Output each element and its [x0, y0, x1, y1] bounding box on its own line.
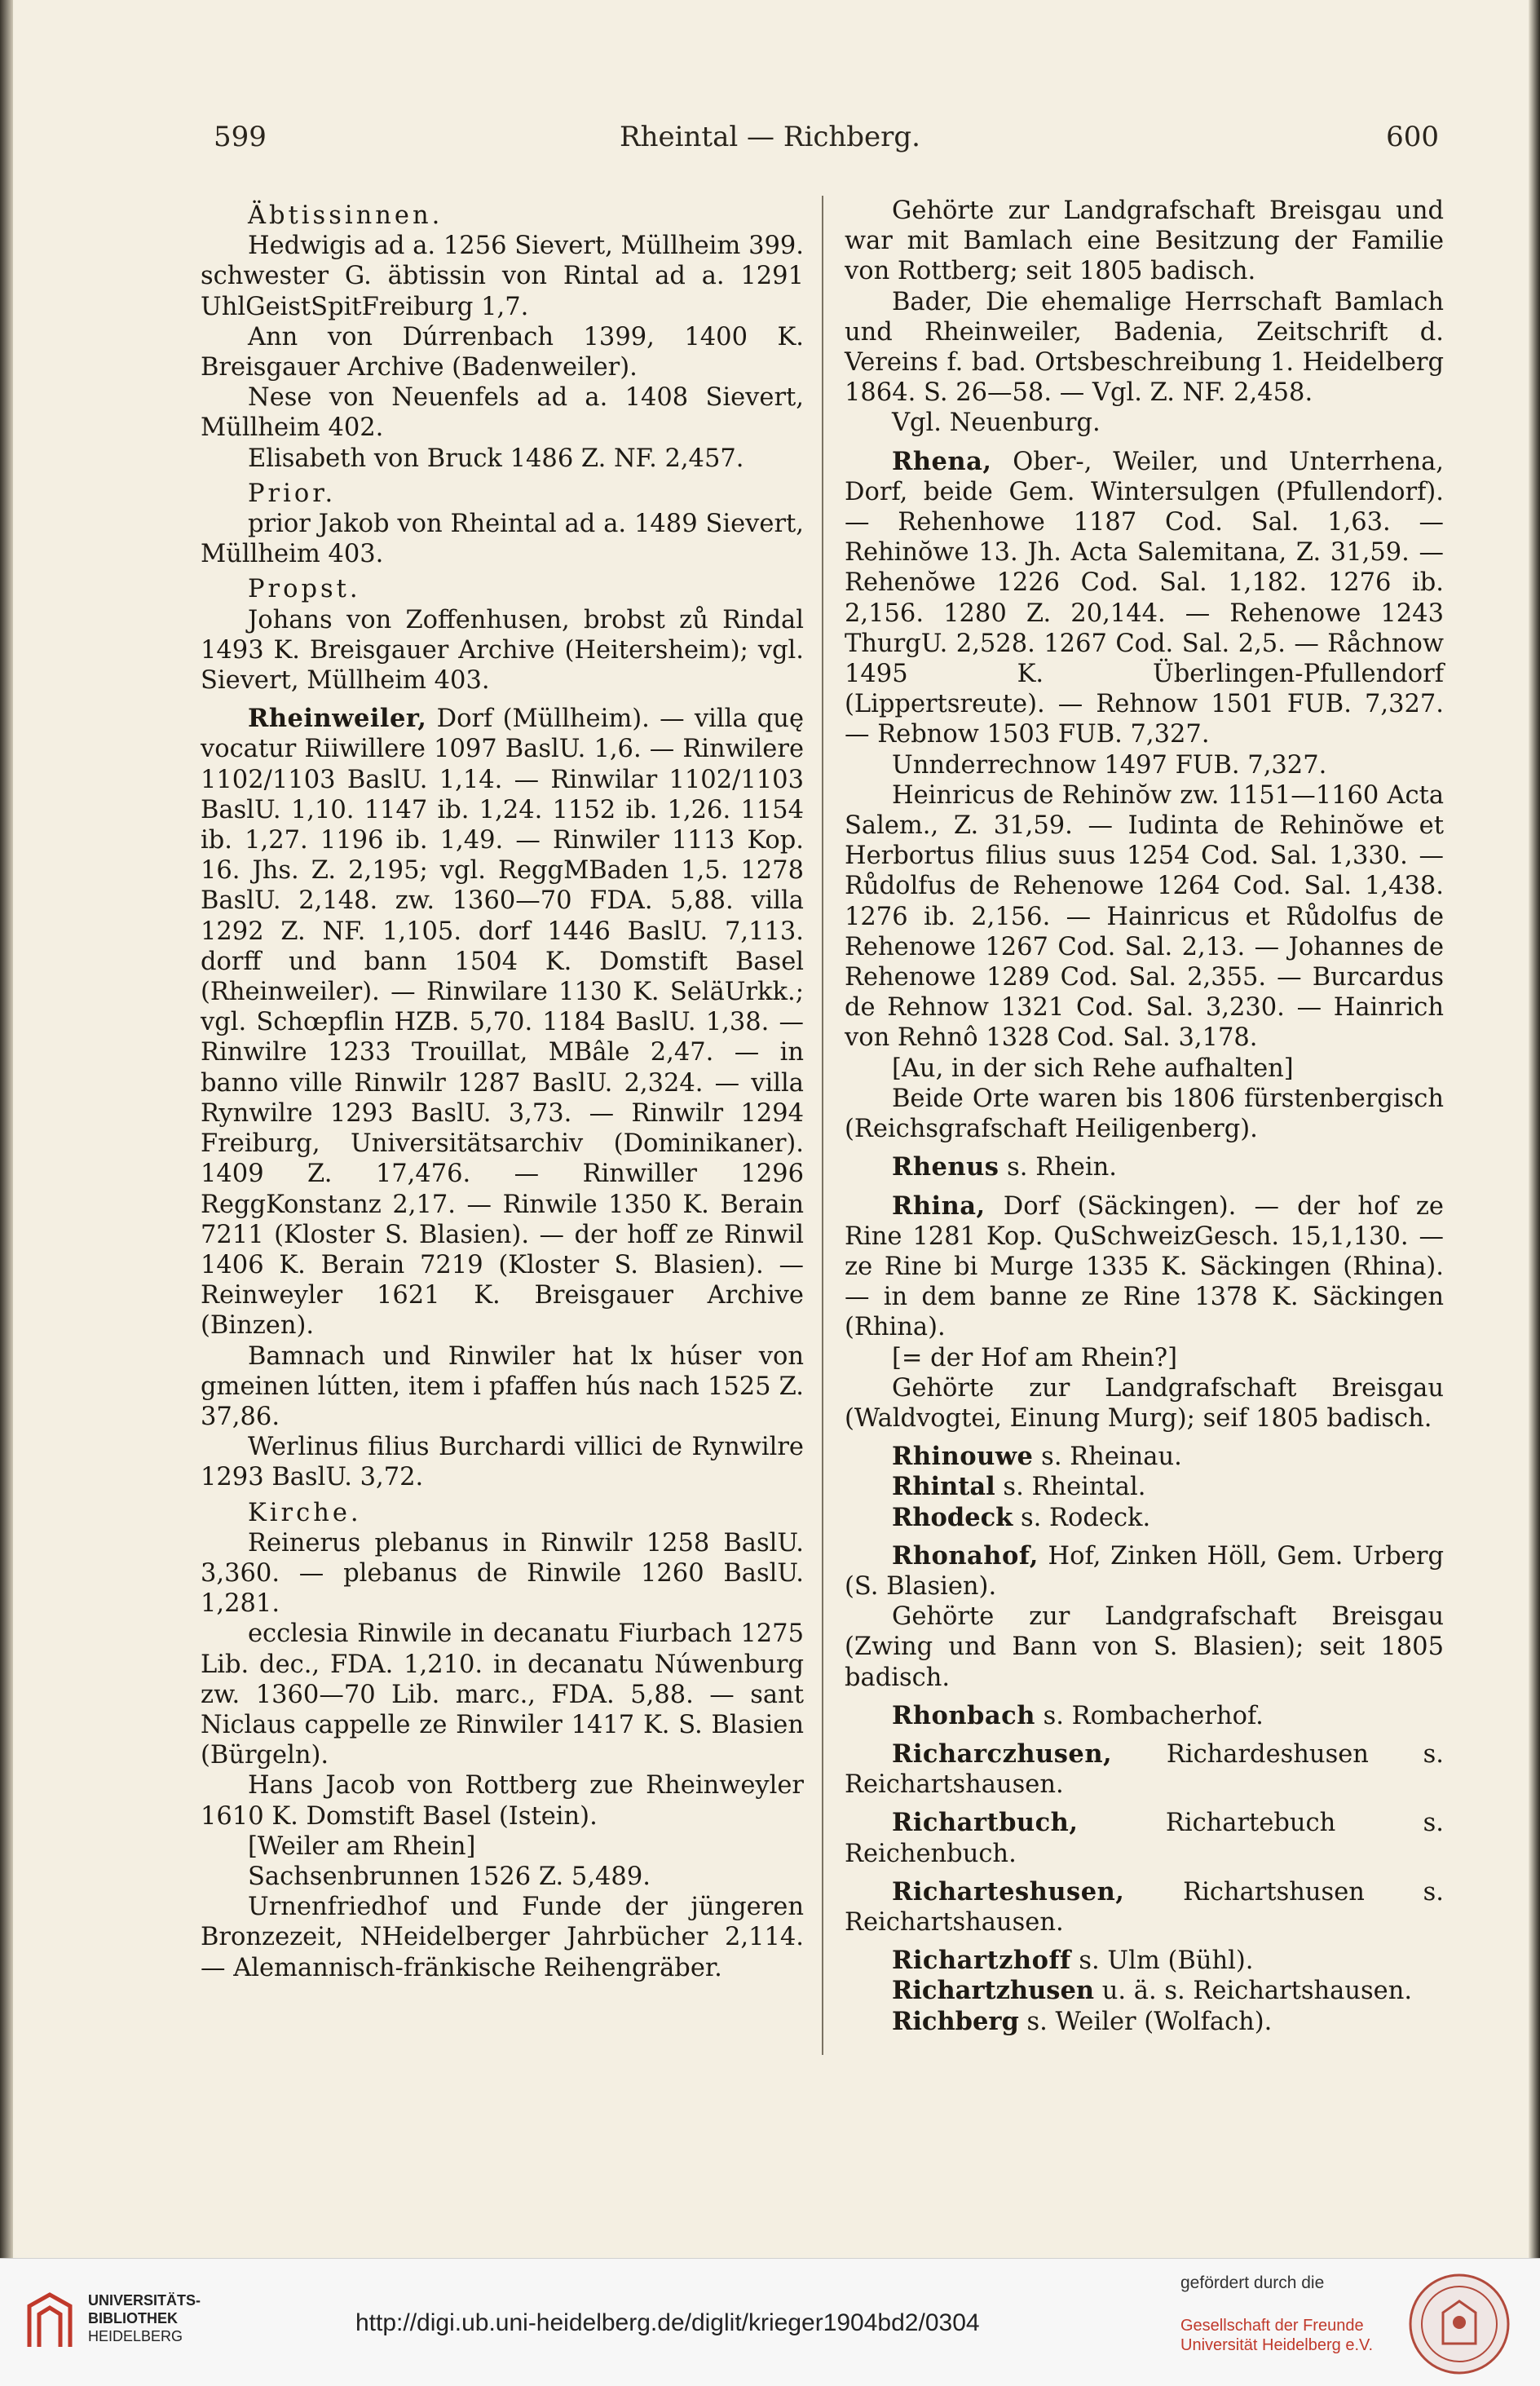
entry-body: u. ä. s. Reichartshausen. [1094, 1977, 1413, 2006]
paragraph: Werlinus filius Burchardi villici de Rynwilre 1293 BaslU. 3,72. [201, 1433, 804, 1492]
entry-richberg [845, 2007, 1444, 2037]
entry-body: Ober-, Weiler, und Unterrhena, Dorf, beide Gem. Wintersulgen (Pfullendorf). — Rehenhowe 1187 Cod. Sal. 1,63. — Rehinŏwe 13. Jh. Acta Salemitana, Z. 31,59. — Rehenŏwe 1226 Cod. Sal. 1,182. 1276 ib. 2,156. 1280 Z. 20,144. — Rehenowe 1243 ThurgU. 2,528. 1267 Cod. Sal. 2,5. — Råchnow 1495 K. Überlingen-Pfullendorf (Lippertsreute). — Rehnow 1501 FUB. 7,327. — Rebnow 1503 FUB. 7,327. [845, 447, 1444, 749]
running-head [0, 121, 1540, 161]
entry-body: Hof, Zinken Höll, Gem. Urberg (S. Blasien). [845, 1541, 1444, 1601]
sponsor-name-line: Universität Heidelberg e.V. [1180, 2336, 1374, 2354]
paragraph: Nese von Neuenfels ad a. 1408 Sievert, Müllheim 402. [201, 383, 804, 443]
binding-edge [0, 0, 13, 2386]
entry-rhintal [845, 1472, 1444, 1502]
right-column [845, 196, 1444, 2037]
entry-body: s. Rodeck. [1013, 1503, 1151, 1532]
paragraph: prior Jakob von Rheintal ad a. 1489 Sievert, Müllheim 403. [201, 510, 804, 569]
entry-headword: Richberg [892, 2006, 1019, 2036]
paragraph: [= der Hof am Rhein?] [892, 1343, 1178, 1372]
paragraph: Bamnach und Rinwiler hat lx húser von gmeinen lútten, item i pfaffen hús nach 1525 Z. 37,86. [201, 1341, 804, 1431]
sponsor-name-line: Gesellschaft der Freunde [1180, 2317, 1364, 2335]
entry-headword: Richartzhoff [892, 1946, 1071, 1976]
entry-body: s. Rheinau. [1033, 1443, 1182, 1472]
entry-body: Richartshusen s. Reichartshausen. [845, 1877, 1444, 1937]
entry-rheinweiler [201, 704, 804, 1341]
paragraph: Vgl. Neuenburg. [892, 409, 1101, 438]
entry-rhonahof [845, 1541, 1444, 1602]
entry-headword: Rhenus [892, 1152, 999, 1182]
entry-body: s. Rombacherhof. [1035, 1701, 1264, 1730]
entry-body: s. Weiler (Wolfach). [1018, 2007, 1273, 2036]
library-name [88, 2291, 201, 2345]
paragraph: Bader, Die ehemalige Herrschaft Bamlach und Rheinweiler, Badenia, Zeitschrift d. Vereins f. bad. Ortsbeschreibung 1. Heidelberg 1864. S. 26—58. — Vgl. Z. NF. 2,458. [845, 287, 1444, 408]
paragraph: Urnenfriedhof und Funde der jüngeren Bronzezeit, NHeidelberger Jahrbücher 2,114. — Alemannisch-fränkische Reihengräber. [201, 1893, 804, 1982]
library-name-line: BIBLIOTHEK [88, 2310, 178, 2326]
paragraph: Gehörte zur Landgrafschaft Breisgau und war mit Bamlach eine Besitzung der Familie von Rottberg; seit 1805 badisch. [845, 197, 1444, 286]
section-heading: Propst. [248, 575, 361, 604]
left-column [201, 196, 804, 1983]
sponsor-label: gefördert durch die [1180, 2273, 1325, 2292]
paragraph: Elisabeth von Bruck 1486 Z. NF. 2,457. [248, 444, 744, 473]
entry-rhina [845, 1191, 1444, 1343]
entry-richarteshusen [845, 1877, 1444, 1938]
section-heading: Kirche. [248, 1498, 362, 1527]
section-heading: Äbtissinnen. [248, 201, 443, 230]
footer-bar [0, 2258, 1540, 2386]
entry-rhinouwe [845, 1442, 1444, 1472]
paragraph: ecclesia Rinwile in decanatu Fiurbach 1275 Lib. dec., FDA. 1,210. in decanatu Núwenburg zw. 1360—70 Lib. marc., FDA. 5,88. — sant Niclaus cappelle ze Rinwiler 1417 K. S. Blasien (Bürgeln). [201, 1619, 804, 1770]
paragraph: Johans von Zoffenhusen, brobst zů Rindal 1493 K. Breisgauer Archive (Heitersheim); vgl. Sievert, Müllheim 403. [201, 605, 804, 696]
library-name-line: UNIVERSITÄTS- [88, 2292, 201, 2309]
entry-body: Richartebuch s. Reichenbuch. [845, 1809, 1444, 1868]
entry-body: s. Ulm (Bühl). [1070, 1946, 1254, 1976]
paragraph: Beide Orte waren bis 1806 fürstenbergisch (Reichsgrafschaft Heiligenberg). [845, 1084, 1444, 1144]
entry-headword: Rheinweiler, [248, 704, 427, 734]
entry-body: s. Rhein. [999, 1153, 1117, 1182]
entry-richarczhusen [845, 1739, 1444, 1800]
paragraph: Hans Jacob von Rottberg zue Rheinweyler 1610 K. Domstift Basel (Istein). [201, 1771, 804, 1831]
paragraph: Ann von Dúrrenbach 1399, 1400 K. Breisgauer Archive (Badenweiler). [201, 322, 804, 382]
entry-body: Dorf (Müllheim). — villa quę vocatur Riiwillere 1097 BaslU. 1,6. — Rinwilere 1102/1103 BaslU. 1,14. — Rinwilar 1102/1103 BaslU. 1,10. 1147 ib. 1,24. 1152 ib. 1,26. 1154 ib. 1,27. 1196 ib. 1,49. — Rinwiler 1113 Kop. 16. Jhs. Z. 2,195; vgl. ReggMBaden 1,5. 1278 BaslU. 2,148. zw. 1360—70 FDA. 5,88. villa 1292 Z. NF. 1,105. dorf 1446 BaslU. 7,113. dorff und bann 1504 K. Domstift Basel (Rheinweiler). — Rinwilare 1130 K. SeläUrkk.; vgl. Schœpflin HZB. 5,70. 1184 BaslU. 1,38. — Rinwilre 1233 Trouillat, MBâle 2,47. — in banno ville Rinwilr 1287 BaslU. 2,324. — villa Rynwilre 1293 BaslU. 3,73. — Rinwilr 1294 Freiburg, Universitätsarchiv (Dominikaner). 1409 Z. 17,476. — Rinwiller 1296 ReggKonstanz 2,17. — Rinwile 1350 K. Berain 7211 (Kloster S. Blasien). — der hoff ze Rinwil 1406 K. Berain 7219 (Kloster S. Blasien). — Reinweyler 1621 K. Breisgauer Archive (Binzen). [201, 705, 804, 1341]
library-name-line: HEIDELBERG [88, 2328, 183, 2344]
page-number-right: 600 [1386, 121, 1439, 153]
entry-headword: Rhonbach [892, 1700, 1035, 1730]
entry-rhenus [845, 1152, 1444, 1182]
entry-headword: Rhina, [892, 1191, 986, 1221]
entry-headword: Richarteshusen, [892, 1876, 1125, 1907]
entry-headword: Rhodeck [892, 1502, 1013, 1532]
paragraph: Sachsenbrunnen 1526 Z. 5,489. [248, 1862, 651, 1891]
entry-rhodeck [845, 1503, 1444, 1533]
paragraph: [Au, in der sich Rehe aufhalten] [892, 1054, 1294, 1083]
entry-headword: Rhintal [892, 1472, 995, 1502]
column-divider [822, 196, 823, 2055]
entry-headword: Richarczhusen, [892, 1739, 1113, 1769]
entry-headword: Richartbuch, [892, 1808, 1079, 1838]
entry-body: Richardeshusen s. Reichartshausen. [845, 1739, 1444, 1800]
entry-richartzhoff [845, 1946, 1444, 1976]
entry-headword: Rhonahof, [892, 1540, 1039, 1571]
paragraph: Unnderrechnow 1497 FUB. 7,327. [892, 750, 1327, 780]
page-right-edge [1529, 0, 1540, 2386]
paragraph: Heinricus de Rehinŏw zw. 1151—1160 Acta Salem., Z. 31,59. — Iudinta de Rehinŏwe et Herbortus filius suus 1254 Cod. Sal. 1,330. — Růdolfus de Rehenowe 1264 Cod. Sal. 1,438. 1276 ib. 2,156. — Hainricus et Růdolfus de Rehenowe 1267 Cod. Sal. 2,13. — Johannes de Rehenowe 1289 Cod. Sal. 2,355. — Burcardus de Rehnow 1321 Cod. Sal. 3,230. — Hainrich von Rehnô 1328 Cod. Sal. 3,178. [845, 780, 1444, 1053]
paragraph: Hedwigis ad a. 1256 Sievert, Müllheim 399. schwester G. äbtissin von Rintal ad a. 1291 UhlGeistSpitFreiburg 1,7. [201, 232, 804, 321]
ub-heidelberg-logo-icon [21, 2290, 78, 2355]
sponsor-name [1180, 2316, 1373, 2355]
page-number-left: 599 [214, 121, 267, 153]
running-title: Rheintal — Richberg. [620, 121, 920, 153]
entry-headword: Rhinouwe [892, 1442, 1034, 1472]
entry-body: s. Rheintal. [995, 1473, 1146, 1502]
entry-richartbuch [845, 1808, 1444, 1868]
paragraph: Gehörte zur Landgrafschaft Breisgau (Waldvogtei, Einung Murg); seif 1805 badisch. [845, 1373, 1444, 1433]
paragraph: [Weiler am Rhein] [248, 1831, 476, 1861]
section-heading: Prior. [248, 479, 337, 508]
permalink-url[interactable]: http://digi.ub.uni-heidelberg.de/diglit/krieger1904bd2/0304 [355, 2309, 980, 2336]
entry-headword: Rhena, [892, 446, 992, 476]
paragraph: Gehörte zur Landgrafschaft Breisgau (Zwing und Bann von S. Blasien); seit 1805 badisch. [845, 1602, 1444, 1692]
entry-rhena [845, 447, 1444, 750]
university-seal-icon [1407, 2272, 1511, 2376]
entry-rhonbach [845, 1701, 1444, 1731]
entry-body: Dorf (Säckingen). — der hof ze Rine 1281 Kop. QuSchweizGesch. 15,1,130. — ze Rine bi Murge 1335 K. Säckingen (Rhina). — in dem banne ze Rine 1378 K. Säckingen (Rhina). [845, 1191, 1444, 1342]
entry-richartzhusen [845, 1976, 1444, 2006]
entry-headword: Richartzhusen [892, 1976, 1095, 2006]
paragraph: Reinerus plebanus in Rinwilr 1258 BaslU. 3,360. — plebanus de Rinwile 1260 BaslU. 1,281. [201, 1528, 804, 1619]
